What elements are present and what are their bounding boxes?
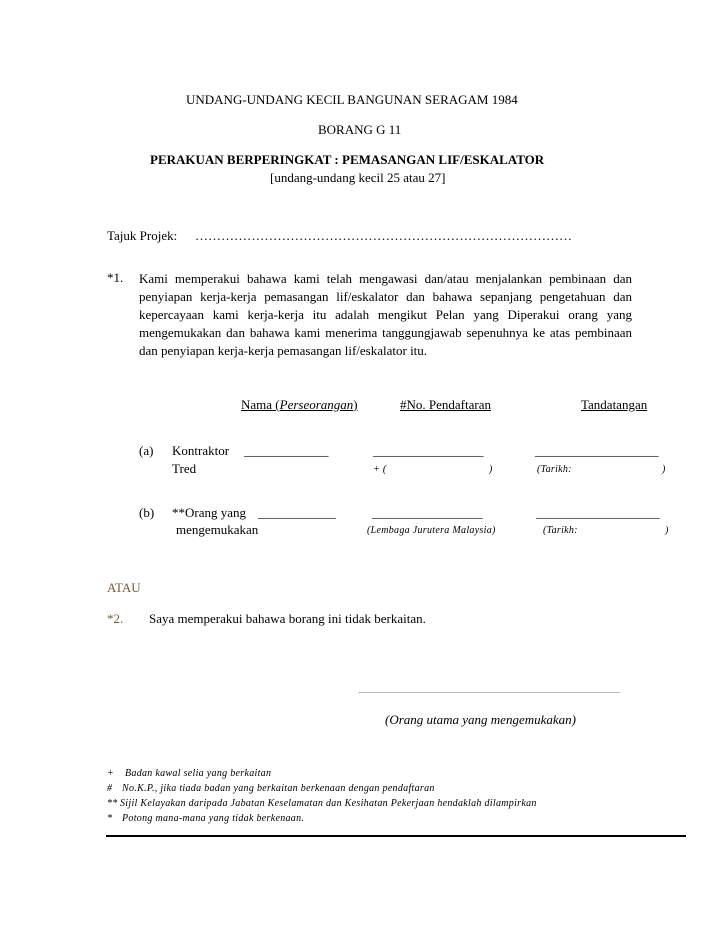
footnote-4: * Potong mana-mana yang tidak berkenaan. bbox=[107, 813, 305, 824]
column-heading-nama: Nama (Perseorangan) bbox=[241, 397, 358, 412]
row-a-date-label: (Tarikh: bbox=[537, 464, 572, 475]
project-title-label: Tajuk Projek: bbox=[107, 228, 178, 243]
row-b-label-line2: mengemukakan bbox=[176, 522, 259, 537]
signature-caption: (Orang utama yang mengemukakan) bbox=[385, 712, 576, 727]
form-subheading: [undang-undang kecil 25 atau 27] bbox=[270, 170, 446, 185]
row-b-signature-field[interactable]: ___________________ bbox=[536, 505, 660, 520]
row-a-label-line2: Tred bbox=[172, 461, 197, 476]
clause-2-text: Saya memperakui bahawa borang ini tidak berkaitan. bbox=[149, 611, 426, 626]
row-b-marker: (b) bbox=[139, 505, 155, 520]
form-heading: PERAKUAN BERPERINGKAT : PEMASANGAN LIF/ESKALATOR bbox=[150, 152, 545, 167]
row-a-regulator-open: + ( bbox=[373, 464, 387, 475]
row-a-signature-field[interactable]: ___________________ bbox=[535, 443, 659, 458]
row-b-date-label: (Tarikh: bbox=[543, 525, 578, 536]
row-b-registration-field[interactable]: _________________ bbox=[372, 505, 483, 520]
row-a-regulator-close: ) bbox=[489, 464, 493, 475]
document-title: UNDANG-UNDANG KECIL BANGUNAN SERAGAM 1984 bbox=[186, 92, 518, 107]
signature-line[interactable] bbox=[358, 692, 620, 693]
footnote-1: + Badan kawal selia yang berkaitan bbox=[107, 768, 272, 779]
form-number: BORANG G 11 bbox=[318, 122, 402, 137]
clause-1-marker: *1. bbox=[107, 270, 124, 285]
column-heading-tandatangan: Tandatangan bbox=[581, 397, 648, 412]
column-heading-pendaftaran: #No. Pendaftaran bbox=[400, 397, 491, 412]
atau-label: ATAU bbox=[107, 580, 141, 595]
row-a-name-field[interactable]: _____________ bbox=[244, 443, 329, 458]
row-b-board-label: (Lembaga Jurutera Malaysia) bbox=[367, 525, 496, 536]
row-a-label-line1: Kontraktor bbox=[172, 443, 230, 458]
row-b-label-line1: **Orang yang bbox=[172, 505, 247, 520]
footnote-3: ** Sijil Kelayakan daripada Jabatan Keselamatan dan Kesihatan Pekerjaan hendaklah dilampirkan bbox=[107, 798, 537, 809]
clause-2-marker: *2. bbox=[107, 611, 124, 626]
row-a-marker: (a) bbox=[139, 443, 154, 458]
row-b-date-close: ) bbox=[665, 525, 669, 536]
bottom-rule bbox=[106, 835, 686, 837]
row-b-name-field[interactable]: ____________ bbox=[258, 505, 336, 520]
row-a-registration-field[interactable]: _________________ bbox=[373, 443, 484, 458]
project-title-field[interactable]: …………………………………………………………………………… bbox=[195, 228, 572, 243]
clause-1-text: Kami memperakui bahawa kami telah mengawasi dan/atau menjalankan pembinaan dan penyiapan kerja-kerja pemasangan lif/eskalator dan bahawa sepanjang pengetahuan dan kepercayaan kami kerja-kerja itu adalah mengikut Pelan yang Diperakui orang yang mengemukakan dan bahawa kami menerima tanggungjawab sepenuhnya ke atas pembinaan dan penyiapan kerja-kerja pemasangan lif/eskalator itu. bbox=[139, 271, 632, 358]
footnote-2: # No.K.P., jika tiada badan yang berkaitan berkenaan dengan pendaftaran bbox=[107, 783, 435, 794]
row-a-date-close: ) bbox=[662, 464, 666, 475]
